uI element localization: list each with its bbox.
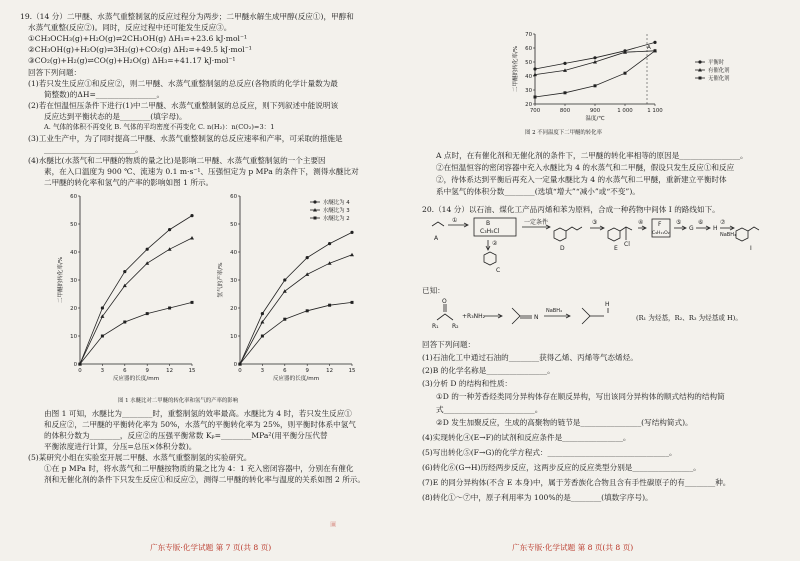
scheme-step-3: ③	[592, 219, 598, 226]
series-line	[80, 238, 192, 364]
q20-title: 20.（14 分）以石油、煤化工产品丙烯和苯为原料，合成一种药物中间体 I 的路线如下。	[422, 205, 720, 214]
y-tick-label: 70	[525, 32, 532, 38]
data-point	[350, 253, 354, 256]
y-tick-label: 20	[525, 102, 532, 108]
data-point	[146, 248, 149, 251]
data-point	[306, 256, 309, 259]
y-tick-label: 30	[70, 278, 77, 284]
scheme-step-6: ⑥	[698, 219, 704, 226]
q19-para3: 的体积分数为________，反应②的压强平衡常数 Kₚ=________MPa²(用平衡分压代替	[44, 431, 328, 440]
data-point	[593, 56, 596, 59]
answer-prompt: 回答下列问题：	[28, 68, 82, 77]
series-line	[80, 302, 192, 364]
q19-part2-b: 反应达到平衡状态的是________(填字母)。	[44, 112, 187, 121]
scheme-formula-b: C₃H₅Cl	[480, 228, 500, 235]
y-axis-label: 二甲醚的转化率/%	[58, 256, 64, 304]
scheme-label-a: A	[434, 235, 439, 242]
known-note: (R₁ 为烃基，R₂、R₃ 为烃基或 H)。	[636, 314, 742, 322]
scheme-step-1: ①	[452, 217, 458, 224]
data-point	[564, 91, 567, 94]
y-tick-label: 60	[70, 194, 77, 200]
page-7-footer: 广东专版·化学试题 第 7 页(共 8 页)	[150, 543, 272, 552]
data-point	[328, 242, 331, 245]
scheme-label-f: F	[658, 221, 662, 228]
q19-part3-b: ________________________。	[44, 145, 143, 154]
y-axis-label: 二甲醚的转化率/%	[513, 45, 519, 93]
data-point	[624, 72, 627, 75]
scheme-formula-f: C₉H₁₁O₂	[652, 231, 670, 236]
q19-part4-a: (4)水醚比(水蒸气和二甲醚的物质的量之比)是影响二甲醚、水蒸气重整制氢的一个主要因	[28, 156, 326, 165]
x-tick-label: 1 100	[647, 108, 663, 114]
y-tick-label: 30	[525, 88, 532, 94]
y-tick-label: 60	[230, 194, 237, 200]
x-axis-label: 温度/℃	[585, 116, 605, 122]
page-8-footer: 广东专版·化学试题 第 8 页(共 8 页)	[512, 543, 634, 552]
data-point	[190, 214, 193, 217]
data-point	[563, 62, 566, 65]
x-tick-label: 15	[348, 368, 356, 374]
q19-right-line1: A 点时，在有催化剂和无催化剂的条件下，二甲醚的转化率相等的原因是________________。	[436, 151, 748, 160]
q19-line2: 水蒸气重整(反应②)。同时，反应过程中还可能发生反应③。	[28, 23, 232, 32]
x-tick-label: 6	[123, 368, 127, 374]
legend-marker	[313, 200, 316, 203]
y-tick-label: 10	[230, 334, 237, 340]
scheme-step-4: ④	[638, 219, 644, 226]
x-tick-label: 0	[78, 368, 82, 374]
data-point	[123, 321, 126, 324]
q19-para4: 平衡浓度进行计算，分压=总压×体积分数)。	[44, 442, 197, 451]
watermark-stamp: ▣	[330, 520, 337, 528]
q20-part2: (2)B 的化学名称是________________。	[422, 366, 555, 375]
q19-part5-b: ①在 p MPa 时，将水蒸气和二甲醚按物质的量之比为 4：1 充入密闭容器中，分别在有催化	[44, 464, 354, 473]
q19-part4-c: 二甲醚的转化率和氢气的产率的影响如图 1 所示。	[44, 178, 214, 187]
page-8	[400, 0, 800, 561]
known-r2: R₂	[452, 323, 459, 330]
data-point	[653, 41, 656, 44]
data-point	[261, 312, 264, 315]
q19-right-line2: ②在恒温恒容的密闭容器中充入水醚比为 4 的水蒸气和二甲醚，假设只发生反应①和反应	[436, 163, 735, 172]
x-tick-label: 12	[326, 368, 334, 374]
series-line	[240, 232, 352, 364]
legend-label: 平衡时	[708, 60, 725, 66]
known-n: N	[534, 314, 539, 321]
q19-part2-a: (2)若在恒温恒压条件下进行(1)中二甲醚、水蒸气重整制氢的总反应，则下列叙述中能说明该	[28, 101, 339, 110]
scheme-reagent-2: NaBH₄	[720, 232, 736, 238]
known-r1: R₁	[432, 323, 439, 330]
data-point	[283, 278, 286, 281]
x-tick-label: 15	[188, 368, 196, 374]
x-tick-label: 9	[145, 368, 149, 374]
q20-part3-c: ②D 发生加聚反应，生成的高聚物的链节是________________(写结构简式)。	[436, 418, 693, 427]
figure-2	[505, 28, 765, 128]
q19-right-line3: ②，待体系达到平衡后再充入一定量水醚比为 4 的水蒸气和二甲醚，重新建立平衡时体	[436, 175, 727, 184]
scheme-label-d: D	[560, 245, 565, 252]
q20-answer-prompt: 回答下列问题：	[422, 340, 476, 349]
scheme-step-5: ⑤	[676, 219, 682, 226]
y-tick-label: 0	[73, 362, 77, 368]
figure-1	[52, 188, 382, 406]
y-tick-label: 40	[70, 250, 77, 256]
q19-title: 19.（14 分）二甲醚、水蒸气重整制氢的反应过程分为两步；二甲醚水解生成甲醇(反应①)，甲醇和	[20, 12, 354, 21]
data-point	[305, 272, 309, 276]
legend-label: 水醚比为 2	[323, 216, 350, 222]
known-amine: +R₃NH₂	[462, 313, 486, 320]
legend-marker	[699, 77, 702, 80]
known-reagent: NaBH₄	[546, 308, 562, 314]
y-tick-label: 40	[230, 250, 237, 256]
y-tick-label: 30	[230, 278, 237, 284]
data-point	[261, 335, 264, 338]
legend-label: 有催化剂	[708, 68, 730, 74]
data-point	[146, 312, 149, 315]
series-line	[240, 255, 352, 364]
x-tick-label: 3	[100, 368, 105, 374]
x-tick-label: 9	[305, 368, 309, 374]
scheme-label-g: G	[689, 225, 694, 232]
y-tick-label: 50	[70, 222, 77, 228]
scheme-label-c: C	[496, 267, 501, 274]
q19-part4-b: 素，在入口温度为 900 ℃、流速为 0.1 m·s⁻¹、压强恒定为 p MPa 的条件下，测得水醚比对	[44, 167, 359, 176]
data-point	[328, 304, 331, 307]
q19-part1-b: 简整数)的ΔH=________________。	[44, 90, 165, 99]
y-tick-label: 20	[70, 306, 77, 312]
x-axis-label: 反应器的长度/mm	[112, 376, 160, 382]
q19-part2-options: A. 气体的体积不再变化 B. 气体的平均密度不再变化 C. n(H₂)：n(CO₂)=3：1	[44, 123, 275, 131]
scheme-cl: Cl	[624, 241, 630, 248]
data-point	[168, 228, 171, 231]
data-point	[168, 247, 172, 251]
figure-1-conversion-chart	[56, 194, 195, 382]
equation-1: ①CH₃OCH₃(g)+H₂O(g)⇌2CH₃OH(g) ΔH₁=+23.6 kJ·mol⁻¹	[28, 34, 248, 43]
x-tick-label: 1 000	[617, 108, 633, 114]
series-line	[80, 216, 192, 364]
x-tick-label: 800	[559, 108, 571, 114]
data-point	[190, 236, 194, 240]
data-point	[350, 231, 353, 234]
figure-1-caption: 图 1 水醚比对二甲醚的转化率和氢气的产率的影响	[118, 398, 239, 404]
q20-part4: (4)实现转化④(E→F)的试剂和反应条件是________________。	[422, 433, 631, 442]
q19-part1-a: (1)若只发生反应①和反应②，则二甲醚、水蒸气重整制氢的总反应(各物质的化学计量数为最	[28, 79, 338, 88]
figure-1-yield-chart	[216, 194, 355, 382]
series-line	[535, 42, 655, 69]
data-point	[123, 270, 126, 273]
known-h: H	[605, 301, 610, 308]
y-tick-label: 60	[525, 46, 532, 52]
x-tick-label: 0	[238, 368, 242, 374]
equation-2: ②CH₃OH(g)+H₂O(g)⇌3H₂(g)+CO₂(g) ΔH₂=+49.5 kJ·mol⁻¹	[28, 45, 252, 54]
known-reaction	[432, 296, 662, 336]
legend-marker	[698, 60, 701, 63]
x-tick-label: 900	[589, 108, 601, 114]
q20-part3-a: ①D 的一种芳香烃类同分异构体存在顺反异构，写出该同分异构体的顺式结构的结构简	[436, 392, 725, 401]
q20-part7: (7)E 的同分异构体(不含 E 本身)中，属于芳香族化合物且含有手性碳原子的有________种。	[422, 478, 731, 487]
scheme-step-2: ②	[492, 240, 498, 247]
q20-part1: (1)石油化工中通过石油的________获得乙烯、丙烯等气态烯烃。	[422, 353, 638, 362]
data-point	[191, 301, 194, 304]
data-point	[534, 96, 537, 99]
y-tick-label: 50	[525, 60, 532, 66]
known-o: O	[442, 298, 447, 305]
data-point	[654, 49, 657, 52]
x-tick-label: 6	[283, 368, 287, 374]
q19-right-line4: 系中氢气的体积分数________(选填“增大”“减小”或“不变”)。	[436, 187, 640, 196]
q20-part6: (6)转化⑥(G→H)历经两步反应，这两步反应的反应类型分别是________________。	[422, 463, 701, 472]
q19-para2: 和反应②，二甲醚的平衡转化率为 50%，水蒸气的平衡转化率为 25%，则平衡时体系中氢气	[44, 420, 356, 429]
equation-3: ③CO₂(g)+H₂(g)⇌CO(g)+H₂O(g) ΔH₃=+41.17 kJ·mol⁻¹	[28, 56, 236, 65]
data-point	[168, 307, 171, 310]
legend-marker	[314, 217, 317, 220]
data-point	[283, 318, 286, 321]
x-tick-label: 12	[166, 368, 174, 374]
y-tick-label: 10	[70, 334, 77, 340]
x-axis-label: 反应器的长度/mm	[272, 376, 320, 382]
legend-label: 无催化剂	[708, 76, 730, 82]
data-point	[351, 301, 354, 304]
data-point	[101, 306, 104, 309]
known-label: 已知：	[422, 286, 445, 295]
point-a-label: A	[647, 44, 651, 51]
x-tick-label: 700	[529, 108, 541, 114]
scheme-label-h: H	[713, 225, 718, 232]
q19-para1: 由图 1 可知，水醚比为________时，重整制氢的效率最高。水醚比为 4 时，若只发生反应①	[44, 409, 352, 418]
scheme-label-b: B	[486, 220, 491, 227]
q20-part8: (8)转化①～⑦中，原子利用率为 100%的是________(填数字序号)。	[422, 493, 653, 502]
q19-part3-a: (3)工业生产中，为了同时提高二甲醚、水蒸气重整制氢的总反应速率和产率，可采取的措施是	[28, 134, 343, 143]
y-tick-label: 50	[230, 222, 237, 228]
figure-2-caption: 图 2 不同温度下二甲醚的转化率	[525, 130, 602, 136]
data-point	[594, 84, 597, 87]
data-point	[306, 309, 309, 312]
data-point	[79, 363, 82, 366]
data-point	[145, 261, 149, 265]
data-point	[101, 335, 104, 338]
q19-part5-c: 剂和无催化剂的条件下只发生反应①和反应②，测得二甲醚的转化率与温度的关系如图 2 所示。	[44, 475, 365, 484]
scheme-reagent-1: 一定条件	[524, 219, 549, 226]
data-point	[239, 363, 242, 366]
y-axis-label: 氢气的产率/%	[218, 262, 224, 298]
y-tick-label: 20	[230, 306, 237, 312]
q20-part3: (3)分析 D 的结构和性质：	[422, 379, 513, 388]
y-tick-label: 0	[233, 362, 237, 368]
q20-part5: (5)写出转化⑤(F→G)的化学方程式：________________________________。	[422, 448, 677, 457]
legend-label: 水醚比为 4	[323, 200, 350, 206]
scheme-label-e: E	[614, 245, 618, 252]
legend-label: 水醚比为 3	[323, 208, 350, 214]
q19-part5-a: (5)某研究小组在实验室开展二甲醚、水蒸气重整制氢的实验研究。	[28, 453, 252, 462]
q20-part3-b: 式________________________。	[436, 405, 543, 414]
x-tick-label: 3	[260, 368, 265, 374]
scheme-label-i: I	[750, 245, 752, 252]
data-point	[533, 67, 536, 70]
y-tick-label: 40	[525, 74, 532, 80]
scheme-step-7: ⑦	[720, 219, 726, 226]
synthesis-scheme	[428, 216, 768, 276]
